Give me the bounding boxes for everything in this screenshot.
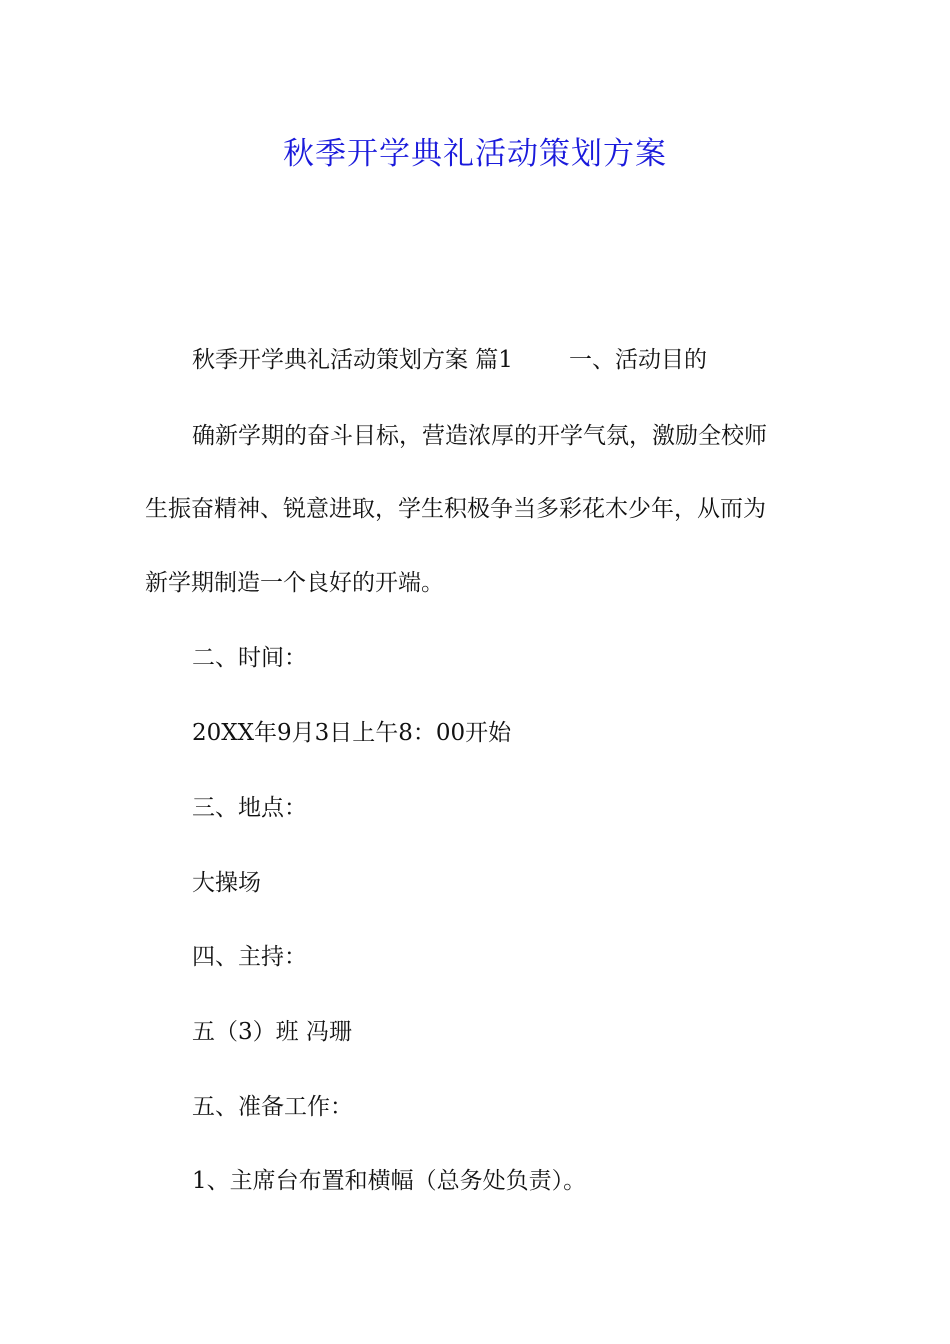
paragraph-line: 生振奋精神、锐意进取，学生积极争当多彩花木少年，从而为 — [145, 496, 766, 522]
subtitle-text: 秋季开学典礼活动策划方案 篇1 — [192, 347, 513, 373]
heading-location: 三、地点： — [192, 795, 307, 821]
host-value: 五（3）班 冯珊 — [192, 1019, 352, 1045]
location-value: 大操场 — [192, 870, 261, 896]
paragraph-line: 新学期制造一个良好的开端。 — [145, 570, 444, 596]
heading-preparation: 五、准备工作： — [192, 1094, 353, 1120]
time-value: 20XX年9月3日上午8：00开始 — [192, 720, 512, 746]
heading-activity-purpose: 一、活动目的 — [568, 347, 707, 373]
paragraph-line: 确新学期的奋斗目标，营造浓厚的开学气氛，激励全校师 — [192, 423, 767, 449]
heading-time: 二、时间： — [192, 645, 307, 671]
document-title: 秋季开学典礼活动策划方案 — [283, 136, 667, 172]
preparation-item: 1、主席台布置和横幅（总务处负责）。 — [192, 1168, 587, 1194]
heading-host: 四、主持： — [192, 944, 307, 970]
section-heading-line — [192, 345, 707, 375]
